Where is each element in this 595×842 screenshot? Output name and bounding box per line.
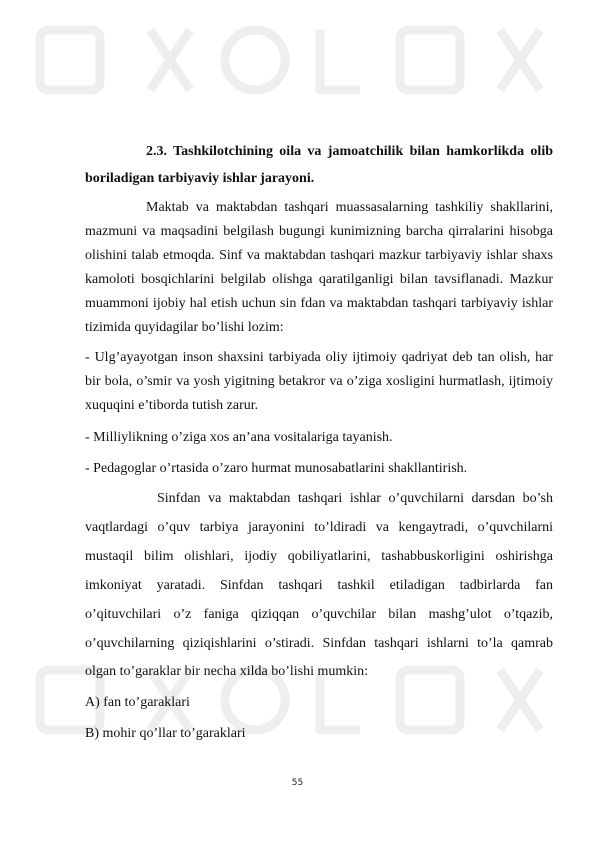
text-line: Sinfdan va maktabdan tashqari ishlar o’quvchilarni darsdan bo’sh xyxy=(157,491,553,506)
text-line: mustaqil bilim olishlari, ijodiy qobiliyatlarini, tashabbuskorligini oshirishga xyxy=(85,549,553,564)
text-line: kamoloti bosqichlarini belgilab olishga qaratilganligi bilan tavsiflanadi. Mazkur xyxy=(85,272,553,287)
section-heading-line-2: boriladigan tarbiyaviy ishlar jarayoni. xyxy=(85,171,315,186)
section-heading-line-1: 2.3. Tashkilotchining oila va jamoatchilik bilan hamkorlikda olib xyxy=(146,144,553,159)
text-line: - Ulg’ayayotgan inson shaxsini tarbiyada oliy ijtimoiy qadriyat deb tan olish, har xyxy=(85,350,553,365)
text-line: Maktab va maktabdan tashqari muassasalarning tashkiliy shakllarini, xyxy=(146,200,553,215)
text-line: imkoniyat yaratadi. Sinfdan tashqari tashkil etiladigan tadbirlarda fan xyxy=(85,578,553,593)
text-line: bir bola, o’smir va yosh yigitning betakror va o’ziga xosligini hurmatlash, ijtimoiy xyxy=(85,374,553,389)
list-item-b: B) mohir qo’llar to’garaklari xyxy=(85,726,246,741)
bullet-milliylik: - Milliylikning o’ziga xos an’ana vositalariga tayanish. xyxy=(85,430,393,445)
page-number: 55 xyxy=(291,778,304,788)
text-line: o’qituvchilari o’z faniga qiziqqan o’quvchilar bilan mashg’ulot o’tqazib, xyxy=(85,607,553,622)
text-line: o’quvchilarning qiziqishlarini o’stiradi. Sinfdan tashqari ishlarni to’la qamrab xyxy=(85,636,553,651)
text-line: mazmuni va maqsadini belgilash bugungi kunimizning barcha qirralarini hisobga xyxy=(85,224,553,239)
text-line: muammoni ijobiy hal etish uchun sin fdan va maktabdan tashqari tarbiyaviy ishlar xyxy=(85,296,553,311)
text-line: tizimida quyidagilar bo’lishi lozim: xyxy=(85,320,284,335)
text-line: olgan to’garaklar bir necha xilda bo’lishi mumkin: xyxy=(85,664,369,679)
text-line: vaqtlardagi o’quv tarbiya jarayonini to’ldiradi va kengaytradi, o’quvchilarni xyxy=(85,520,553,535)
text-line: olishini talab etmoqda. Sinf va maktabdan tashqari mazkur tarbiyaviy ishlar shaxs xyxy=(85,248,553,263)
list-item-a: A) fan to’garaklari xyxy=(85,695,190,710)
watermark-tile xyxy=(40,30,540,90)
bullet-pedagoglar: - Pedagoglar o’rtasida o’zaro hurmat munosabatlarini shakllantirish. xyxy=(85,461,468,476)
text-line: xuquqini e’tiborda tutish zarur. xyxy=(85,398,259,413)
